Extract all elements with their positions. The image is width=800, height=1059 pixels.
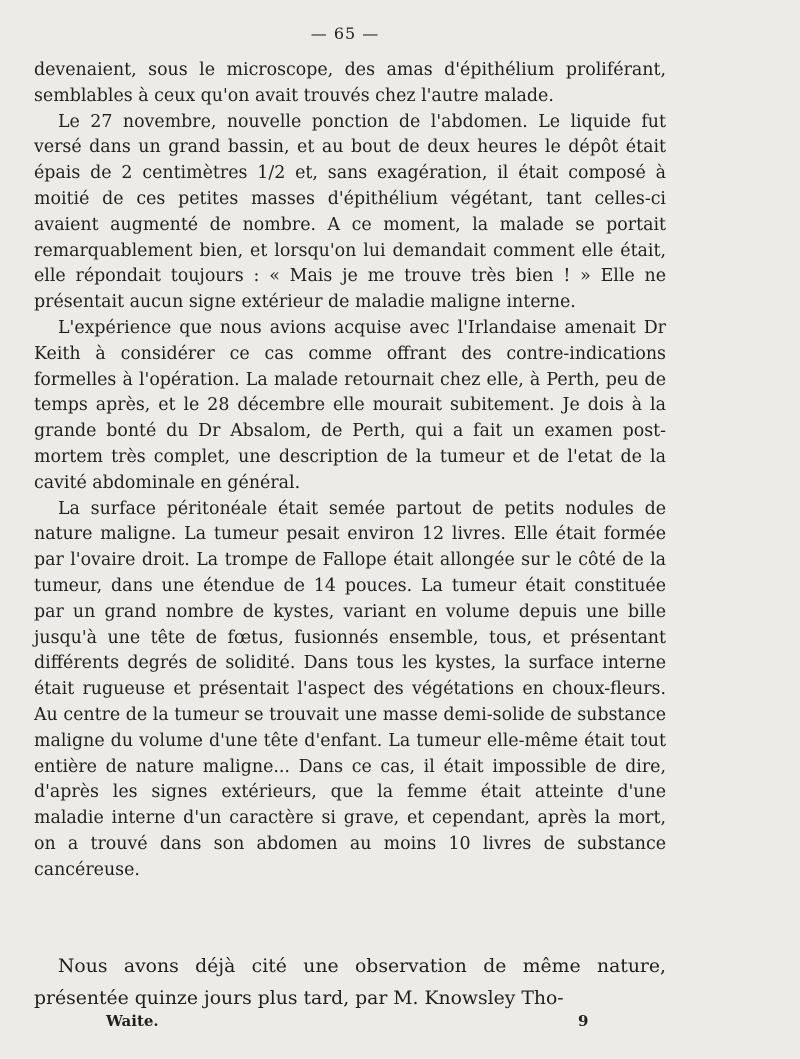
closing-text <box>34 951 666 1015</box>
paragraph-closing: Nous avons déjà cité une observation de même nature, présentée quinze jours plus tard, par M. Knowsley Tho- <box>34 956 666 1009</box>
signature-mark: 9 <box>578 1012 589 1030</box>
paragraph-autopsy: La surface péritonéale était semée partout de petits nodules de nature maligne. La tumeur pesait environ 12 livres. Elle était formée par l'ovaire droit. La trompe de Fallope était allongée sur le côté de la tumeur, dans une étendue de 14 pouces. La tumeur était constituée par un grand nombre de kystes, variant en volume depuis une bille jusqu'à une tête de fœtus, fusionnés ensemble, tous, et présentant différents degrés de solidité. Dans tous les kystes, la surface interne était rugueuse et présentait l'aspect des végétations en choux-fleurs. Au centre de la tumeur se trouvait une masse demi-solide de substance maligne du volume d'une tête d'enfant. La tumeur elle-même était tout entière de nature maligne... Dans ce cas, il était impossible de dire, d'après les signes extérieurs, que la femme était atteinte d'une maladie interne d'un caractère si grave, et cependant, après la mort, on a trouvé dans son abdomen au moins 10 livres de substance cancéreuse. <box>34 498 666 880</box>
continuation-word: Waite. <box>106 1012 159 1030</box>
body-text <box>34 58 666 884</box>
paragraph-experience: L'expérience que nous avions acquise avec l'Irlandaise amenait Dr Keith à considérer ce cas comme offrant des contre-indications formelles à l'opération. La malade retournait chez elle, à Perth, peu de temps après, et le 28 décembre elle mourait subitement. Je dois à la grande bonté du Dr Absalom, de Perth, qui a fait un examen post-mortem très complet, une description de la tumeur et de l'etat de la cavité abdominale en général. <box>34 317 666 493</box>
paragraph-continuation: devenaient, sous le microscope, des amas d'épithélium proliférant, semblables à ceux qu'on avait trouvés chez l'autre malade. <box>34 60 666 106</box>
page-footer <box>106 1012 596 1030</box>
page-number: — 65 — <box>310 24 380 43</box>
paragraph-puncture: Le 27 novembre, nouvelle ponction de l'abdomen. Le liquide fut versé dans un grand bassin, et au bout de deux heures le dépôt était épais de 2 centimètres 1/2 et, sans exagération, il était composé à moitié de ces petites masses d'épithélium végétant, tant celles-ci avaient augmenté de nombre. A ce moment, la malade se portait remarquablement bien, et lorsqu'on lui demandait comment elle était, elle répondait toujours : « Mais je me trouve très bien ! » Elle ne présentait aucun signe extérieur de maladie maligne interne. <box>34 111 666 313</box>
